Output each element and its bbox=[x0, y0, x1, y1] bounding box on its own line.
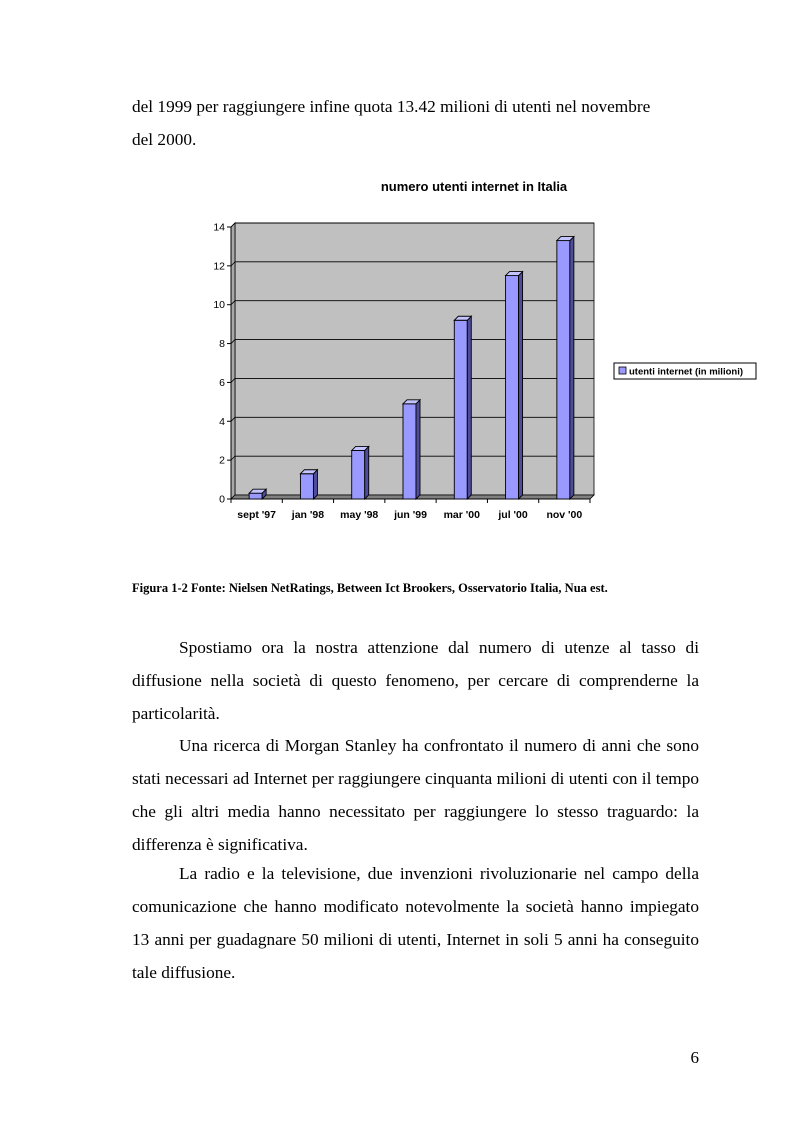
chart-title: numero utenti internet in Italia bbox=[380, 179, 568, 194]
figure-caption: Figura 1-2 Fonte: Nielsen NetRatings, Between Ict Brookers, Osservatorio Italia, Nua est. bbox=[132, 581, 608, 595]
bar-side bbox=[416, 400, 420, 499]
x-tick-label: jun '99 bbox=[394, 509, 427, 521]
paragraph-3: La radio e la televisione, due invenzioni rivoluzionarie nel campo della comunicazione che hanno modificato notevolmente la società hanno impiegato 13 anni per guadagnare 50 milioni di utenti, Internet in soli 5 anni ha conseguito tale diffusione. bbox=[132, 864, 699, 982]
y-tick-label: 8 bbox=[219, 338, 225, 351]
y-tick-label: 0 bbox=[219, 493, 225, 506]
bar bbox=[506, 276, 519, 499]
bar bbox=[249, 493, 262, 499]
bar-side bbox=[519, 272, 523, 499]
chart bbox=[0, 0, 793, 560]
x-tick-label: jul '00 bbox=[498, 509, 528, 521]
legend-swatch bbox=[619, 367, 626, 374]
x-tick-label: mar '00 bbox=[443, 509, 480, 521]
bar-side bbox=[365, 446, 369, 499]
legend-label: utenti internet (in milioni) bbox=[629, 366, 743, 378]
x-tick-label: sept '97 bbox=[237, 509, 276, 521]
bar-side bbox=[467, 316, 471, 499]
y-tick-label: 10 bbox=[213, 299, 225, 312]
bar-side bbox=[570, 237, 574, 499]
bar bbox=[352, 450, 365, 499]
plot-area bbox=[213, 222, 594, 522]
bar bbox=[300, 474, 313, 499]
intro-line-1: del 1999 per raggiungere infine quota 13.42 milioni di utenti nel novembre bbox=[132, 97, 651, 116]
y-tick-label: 6 bbox=[219, 376, 225, 389]
bar-side bbox=[313, 470, 317, 499]
bar bbox=[403, 404, 416, 499]
x-tick-label: may '98 bbox=[340, 509, 379, 521]
y-tick-label: 4 bbox=[219, 415, 225, 428]
x-tick-label: nov '00 bbox=[546, 509, 583, 521]
y-tick-label: 2 bbox=[219, 454, 225, 467]
bar bbox=[454, 320, 467, 499]
y-tick-label: 14 bbox=[213, 221, 225, 234]
intro-line-2: del 2000. bbox=[132, 130, 197, 149]
paragraph-2: Una ricerca di Morgan Stanley ha confrontato il numero di anni che sono stati necessari ad Internet per raggiungere cinquanta milioni di utenti con il tempo che gli altri media hanno necessitato per raggiungere lo stesso traguardo: la differenza è significativa. bbox=[132, 736, 699, 854]
bar bbox=[557, 241, 570, 499]
x-tick-label: jan '98 bbox=[291, 509, 325, 521]
legend bbox=[614, 363, 756, 379]
page-number: 6 bbox=[690, 1048, 699, 1067]
y-tick-label: 12 bbox=[213, 260, 225, 273]
paragraph-1: Spostiamo ora la nostra attenzione dal numero di utenze al tasso di diffusione nella società di questo fenomeno, per cercare di comprenderne la particolarità. bbox=[132, 638, 699, 723]
